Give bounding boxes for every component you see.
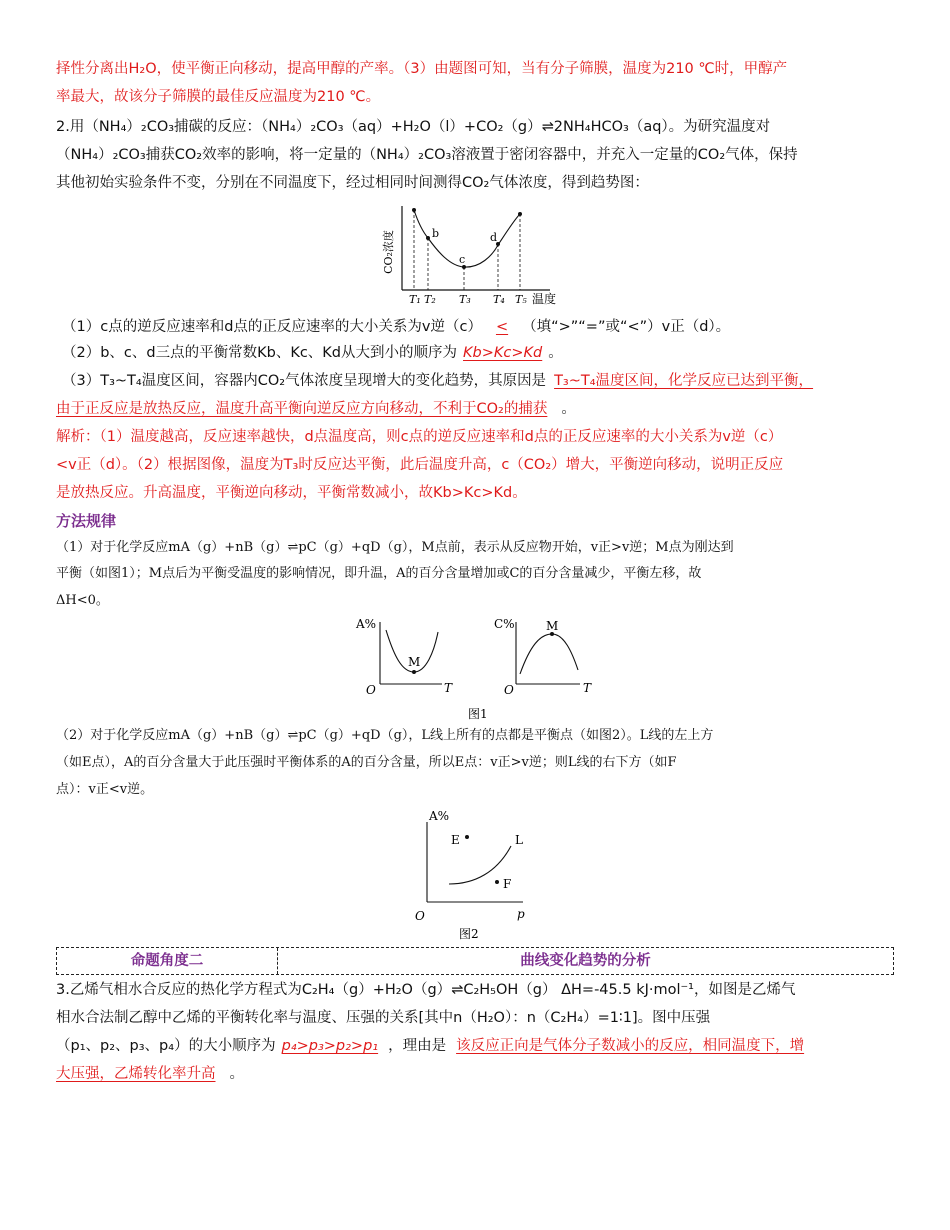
label-b: b (432, 227, 440, 240)
chart-ylabel: CO₂浓度 (382, 230, 395, 274)
q3-line-2: 相水合法制乙醇中乙烯的平衡转化率与温度、压强的关系[其中n（H₂O）：n（C₂H₄）=1∶1]。图中压强 (56, 1010, 711, 1026)
q2-line-3: 其他初始实验条件不变，分别在不同温度下，经过相同时间测得CO₂气体浓度，得到趋势图： (56, 175, 649, 191)
method-title: 方法规律 (56, 512, 117, 530)
fig1-caption: 图1 (468, 707, 488, 721)
fig2-f-label: F (503, 877, 512, 891)
label-c: c (459, 253, 466, 266)
q2-sub2: （2）b、c、d三点的平衡常数Kb、Kc、Kd从大到小的顺序为 Kb>Kc>Kd 。 (62, 345, 563, 361)
fig2-curve-l (449, 846, 511, 884)
fig2-curve-label: L (515, 833, 523, 847)
fig1-left-m-label: M (408, 655, 421, 669)
fig1-left-xlabel: T (444, 681, 453, 695)
analysis-line-2: <v正（d）。（2）根据图像，温度为T₃时反应达平衡，此后温度升高，c（CO₂）增大，平衡逆向移动，说明正反应 (56, 457, 784, 473)
point-b (426, 236, 430, 240)
intro-line-2: 率最大，故该分子筛膜的最佳反应温度为210 ℃。 (56, 89, 381, 105)
q3-line-4: 大压强，乙烯转化率升高 。 (56, 1066, 244, 1082)
label-d: d (490, 231, 498, 244)
method-p2-line-3: 点）：v正<v逆。 (56, 782, 154, 797)
answer-sub2: Kb>Kc>Kd (463, 345, 543, 361)
fig2-point-e (465, 835, 469, 839)
q2-line-1: 2.用（NH₄）₂CO₃捕碳的反应：（NH₄）₂CO₃（aq）+H₂O（l）+CO₂（g）⇌2NH₄HCO₃（aq）。为研究温度对 (56, 119, 771, 135)
section-header-box (56, 947, 894, 975)
fig2-caption: 图2 (459, 927, 479, 941)
fig2-point-f (495, 880, 499, 884)
section-topic-label: 曲线变化趋势的分析 (520, 953, 651, 969)
co2-trend-chart (380, 200, 580, 312)
figure-1 (350, 612, 610, 722)
section-angle-label: 命题角度二 (130, 953, 204, 969)
q3-line-1: 3.乙烯气相水合反应的热化学方程式为C₂H₄（g）+H₂O（g）⇌C₂H₅OH（g） ΔH=-45.5 kJ·mol⁻¹，如图是乙烯气 (56, 982, 796, 998)
tick-t2: T₂ (424, 293, 436, 306)
q2-sub1: （1）c点的逆反应速率和d点的正反应速率的大小关系为v逆（c） < （填“>”“=”或“<”）v正（d）。 (62, 319, 731, 335)
fig1-right-ylabel: C% (494, 617, 515, 631)
analysis-line-3: 是放热反应。升高温度，平衡逆向移动，平衡常数减小，故Kb>Kc>Kd。 (56, 485, 527, 501)
answer-q3-order: p₄>p₃>p₂>p₁ (281, 1038, 379, 1054)
method-p1-line-3: ΔH<0。 (56, 593, 109, 608)
answer-sub3-part1: T₃~T₄温度区间，化学反应已达到平衡， (554, 373, 814, 389)
method-p1-line-1: （1）对于化学反应mA（g）+nB（g）⇌pC（g）+qD（g），M点前，表示从反应物开始，v正>v逆；M点为刚达到 (56, 540, 734, 555)
chart-xlabel: 温度 (532, 292, 557, 306)
fig2-xlabel: p (517, 907, 525, 921)
tick-t3: T₃ (459, 293, 471, 306)
answer-q3-reason-part1: 该反应正向是气体分子数减小的反应，相同温度下，增 (456, 1038, 805, 1054)
point-end (518, 212, 522, 216)
tick-t4: T₄ (493, 293, 505, 306)
fig2-ylabel: A% (429, 809, 450, 823)
tick-t1: T₁ (409, 293, 421, 306)
method-p2-line-1: （2）对于化学反应mA（g）+nB（g）⇌pC（g）+qD（g），L线上所有的点都是平衡点（如图2）。L线的左上方 (56, 728, 714, 743)
answer-q3-reason-part2: 大压强，乙烯转化率升高 (56, 1066, 216, 1082)
fig1-right-m-label: M (546, 619, 559, 633)
fig1-left-ylabel: A% (356, 617, 377, 631)
answer-sub1: < (495, 319, 509, 335)
method-p1-line-2: 平衡（如图1）；M点后为平衡受温度的影响情况，即升温，A的百分含量增加或C的百分含量减少，平衡左移，故 (56, 566, 702, 581)
method-p2-line-2: （如E点），A的百分含量大于此压强时平衡体系的A的百分含量，所以E点：v正>v逆；则L线的右下方（如F (56, 755, 677, 770)
fig1-left-point-m (412, 670, 416, 674)
point-start (412, 208, 416, 212)
q2-line-2: （NH₄）₂CO₃捕获CO₂效率的影响，将一定量的（NH₄）₂CO₃溶液置于密闭容器中，并充入一定量的CO₂气体，保持 (56, 147, 798, 163)
analysis-line-1: 解析：（1）温度越高，反应速率越快，d点温度高，则c点的逆反应速率和d点的正反应速率的大小关系为v逆（c） (56, 429, 783, 445)
fig2-origin: O (415, 909, 425, 923)
q3-line-3: （p₁、p₂、p₃、p₄）的大小顺序为 p₄>p₃>p₂>p₁ ，理由是 该反应正向是气体分子数减小的反应，相同温度下，增 (56, 1038, 805, 1054)
fig1-right-origin: O (504, 683, 514, 697)
fig1-right-xlabel: T (583, 681, 592, 695)
q2-sub3-cont: 由于正反应是放热反应，温度升高平衡向逆反应方向移动，不利于CO₂的捕获 。 (56, 401, 576, 417)
fig1-left-origin: O (366, 683, 376, 697)
tick-t5: T₅ (515, 293, 527, 306)
fig2-e-label: E (451, 833, 460, 847)
q2-sub3: （3）T₃~T₄温度区间，容器内CO₂气体浓度呈现增大的变化趋势，其原因是 T₃~T₄温度区间，化学反应已达到平衡， (62, 373, 814, 389)
fig1-right-curve (520, 634, 578, 674)
figure-2 (405, 806, 545, 946)
intro-line-1: 择性分离出H₂O，使平衡正向移动，提高甲醇的产率。（3）由题图可知，当有分子筛膜，温度为210 ℃时，甲醇产 (56, 61, 788, 77)
answer-sub3-part2: 由于正反应是放热反应，温度升高平衡向逆反应方向移动，不利于CO₂的捕获 (56, 401, 548, 417)
